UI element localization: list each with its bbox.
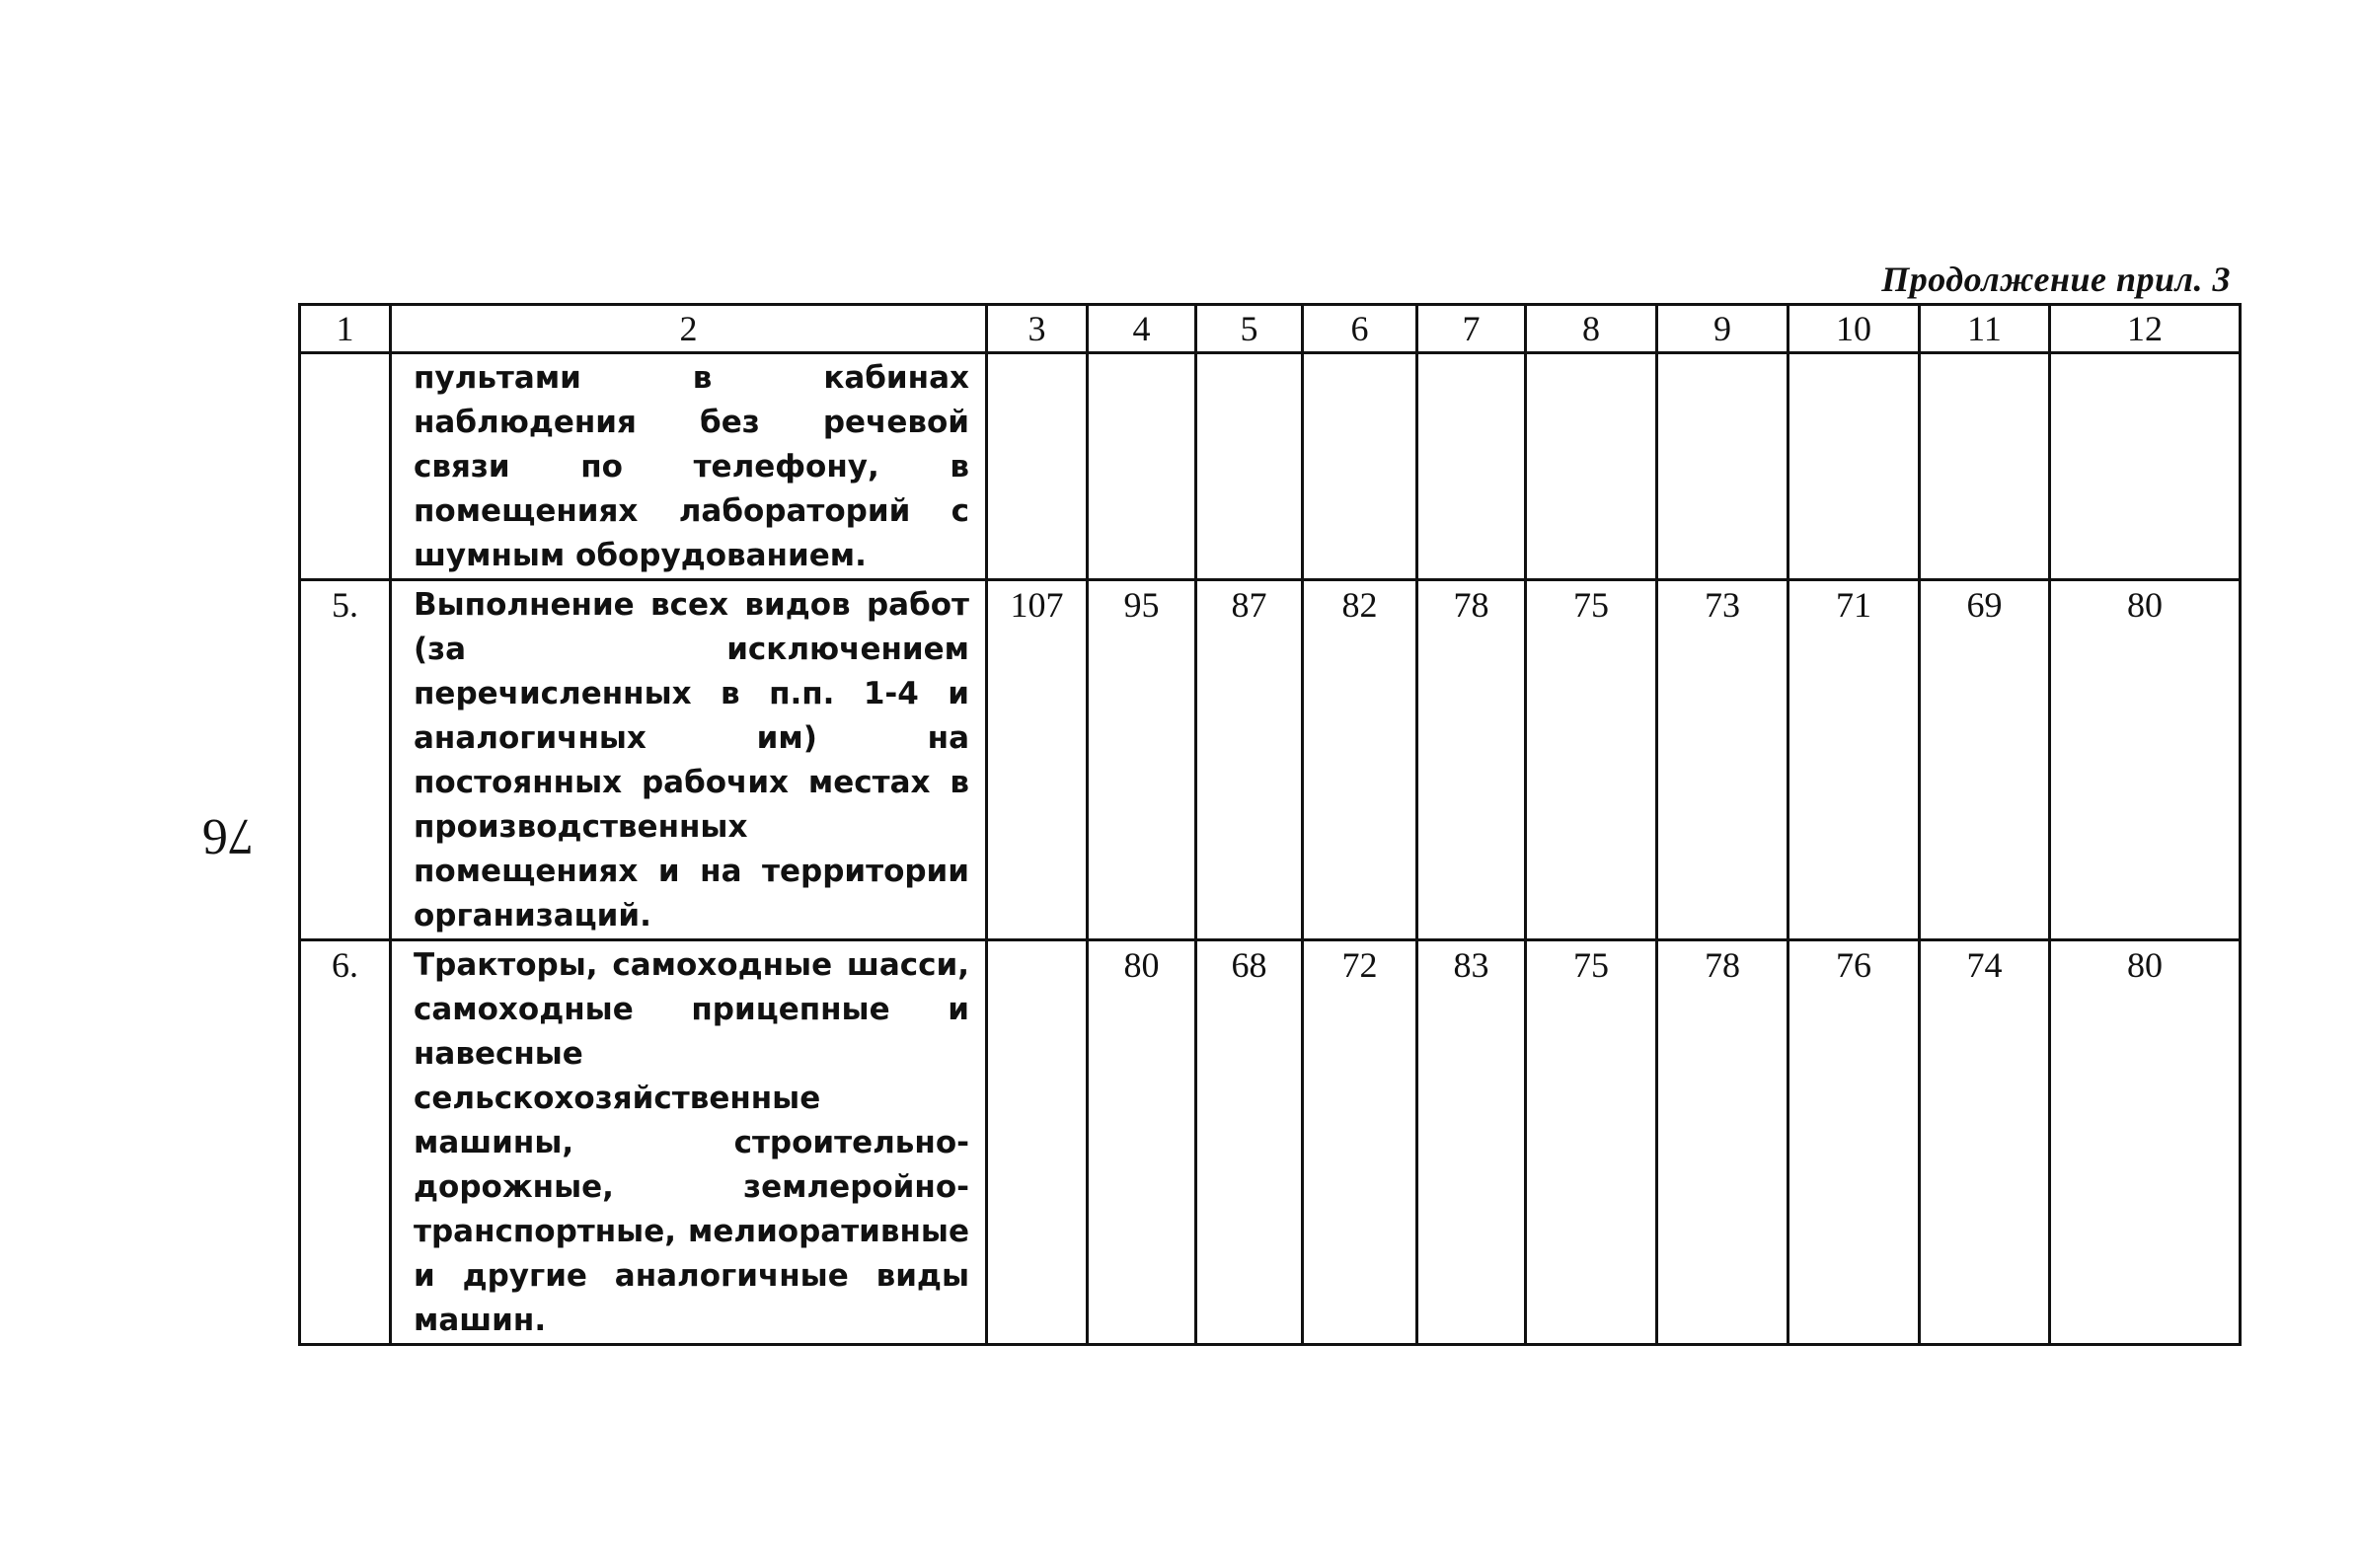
row-description: Выполнение всех видов работ (за исключением перечисленных в п.п. 1-4 и аналогичных им) на постоянных рабочих местах в производственных помещениях и на территории организаций. (391, 580, 987, 940)
value-cell: 83 (1417, 940, 1526, 1345)
header-cell: 2 (391, 305, 987, 353)
value-cell (1657, 353, 1788, 580)
value-cell: 78 (1657, 940, 1788, 1345)
value-cell: 75 (1526, 580, 1657, 940)
header-cell: 11 (1920, 305, 2050, 353)
header-cell: 9 (1657, 305, 1788, 353)
table-row (300, 353, 2241, 580)
value-cell: 68 (1196, 940, 1303, 1345)
value-cell: 80 (2050, 940, 2241, 1345)
value-cell: 73 (1657, 580, 1788, 940)
table-row (300, 580, 2241, 940)
value-cell: 80 (1088, 940, 1196, 1345)
header-cell: 5 (1196, 305, 1303, 353)
value-cell (987, 353, 1088, 580)
header-cell: 3 (987, 305, 1088, 353)
header-cell: 12 (2050, 305, 2241, 353)
value-cell: 107 (987, 580, 1088, 940)
row-number: 6. (300, 940, 391, 1345)
value-cell (2050, 353, 2241, 580)
value-cell (1088, 353, 1196, 580)
value-cell (987, 940, 1088, 1345)
value-cell (1303, 353, 1417, 580)
value-cell: 82 (1303, 580, 1417, 940)
value-cell: 71 (1788, 580, 1920, 940)
value-cell (1788, 353, 1920, 580)
header-cell: 8 (1526, 305, 1657, 353)
value-cell: 87 (1196, 580, 1303, 940)
header-cell: 1 (300, 305, 391, 353)
row-description: пультами в кабинах наблюдения без речевой связи по телефону, в помещениях лабораторий с шумным оборудованием. (391, 353, 987, 580)
value-cell: 75 (1526, 940, 1657, 1345)
page-number: 76 (202, 808, 254, 864)
value-cell: 72 (1303, 940, 1417, 1345)
value-cell: 80 (2050, 580, 2241, 940)
value-cell: 74 (1920, 940, 2050, 1345)
table-header-row (300, 305, 2241, 353)
noise-norms-table (298, 303, 2242, 1346)
row-number (300, 353, 391, 580)
value-cell: 69 (1920, 580, 2050, 940)
table-caption: Продолжение прил. 3 (1881, 260, 2231, 299)
header-cell: 7 (1417, 305, 1526, 353)
value-cell (1526, 353, 1657, 580)
value-cell (1920, 353, 2050, 580)
header-cell: 10 (1788, 305, 1920, 353)
table-row (300, 940, 2241, 1345)
value-cell (1196, 353, 1303, 580)
value-cell: 95 (1088, 580, 1196, 940)
value-cell: 78 (1417, 580, 1526, 940)
header-cell: 6 (1303, 305, 1417, 353)
header-cell: 4 (1088, 305, 1196, 353)
value-cell: 76 (1788, 940, 1920, 1345)
row-number: 5. (300, 580, 391, 940)
value-cell (1417, 353, 1526, 580)
row-description: Тракторы, самоходные шасси, самоходные прицепные и навесные сельскохозяйственные машины, строительно-дорожные, землеройно-транспортные, мелиоративные и другие аналогичные виды машин. (391, 940, 987, 1345)
